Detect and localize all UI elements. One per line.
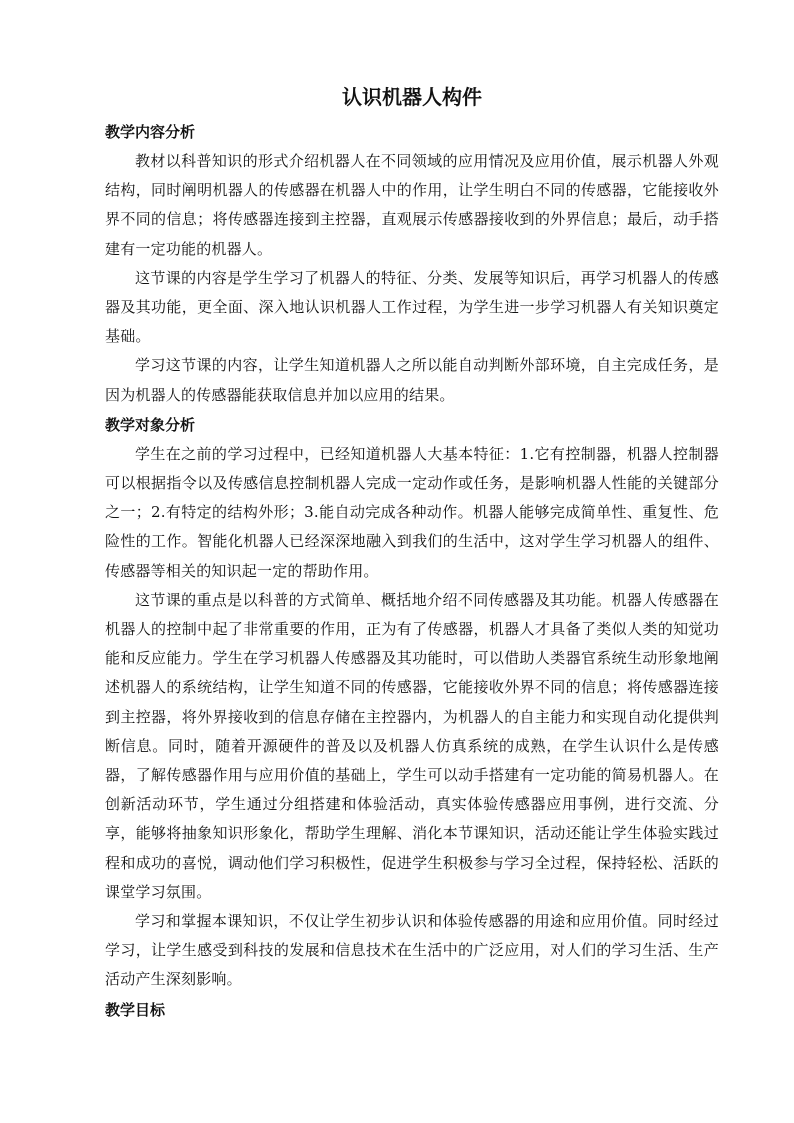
section-heading-teaching-goals: 教学目标	[105, 1000, 166, 1019]
page-title: 认识机器人构件	[342, 85, 482, 109]
paragraph: 学生在之前的学习过程中，已经知道机器人大基本特征：1.它有控制器，机器人控制器可以根据指令以及传感信息控制机器人完成一定动作或任务，是影响机器人性能的关键部分之一；2.有特定的结构外形；3.能自动完成各种动作。机器人能够完成简单性、重复性、危险性的工作。智能化机器人已经深深地融入到我们的生活中，这对学生学习机器人的组件、传感器等相关的知识起一定的帮助作用。	[105, 444, 719, 580]
section-heading-audience-analysis: 教学对象分析	[105, 415, 196, 434]
paragraph: 这节课的重点是以科普的方式简单、概括地介绍不同传感器及其功能。机器人传感器在机器人的控制中起了非常重要的作用，正为有了传感器，机器人才具备了类似人类的知觉功能和反应能力。学生在学习机器人传感器及其功能时，可以借助人类器官系统生动形象地阐述机器人的系统结构，让学生知道不同的传感器，它能接收外界不同的信息；将传感器连接到主控器，将外界接收到的信息存储在主控器内，为机器人的自主能力和实现自动化提供判断信息。同时，随着开源硬件的普及以及机器人仿真系统的成熟，在学生认识什么是传感器，了解传感器作用与应用价值的基础上，学生可以动手搭建有一定功能的简易机器人。在创新活动环节，学生通过分组搭建和体验活动，真实体验传感器应用事例，进行交流、分享，能够将抽象知识形象化，帮助学生理解、消化本节课知识，活动还能让学生体验实践过程和成功的喜悦，调动他们学习积极性，促进学生积极参与学习全过程，保持轻松、活跃的课堂学习氛围。	[105, 590, 719, 901]
paragraph: 学习和掌握本课知识，不仅让学生初步认识和体验传感器的用途和应用价值。同时经过学习，让学生感受到科技的发展和信息技术在生活中的广泛应用，对人们的学习生活、生产活动产生深刻影响。	[105, 912, 719, 989]
paragraph: 教材以科普知识的形式介绍机器人在不同领域的应用情况及应用价值，展示机器人外观结构，同时阐明机器人的传感器在机器人中的作用，让学生明白不同的传感器，它能接收外界不同的信息；将传感器连接到主控器，直观展示传感器接收到的外界信息；最后，动手搭建有一定功能的机器人。	[105, 152, 719, 258]
section-heading-content-analysis: 教学内容分析	[105, 123, 196, 141]
document-body	[105, 83, 719, 1025]
paragraph: 学习这节课的内容，让学生知道机器人之所以能自动判断外部环境，自主完成任务，是因为机器人的传感器能获取信息并加以应用的结果。	[105, 356, 719, 404]
paragraph: 这节课的内容是学生学习了机器人的特征、分类、发展等知识后，再学习机器人的传感器及其功能，更全面、深入地认识机器人工作过程，为学生进一步学习机器人有关知识奠定基础。	[105, 268, 719, 346]
